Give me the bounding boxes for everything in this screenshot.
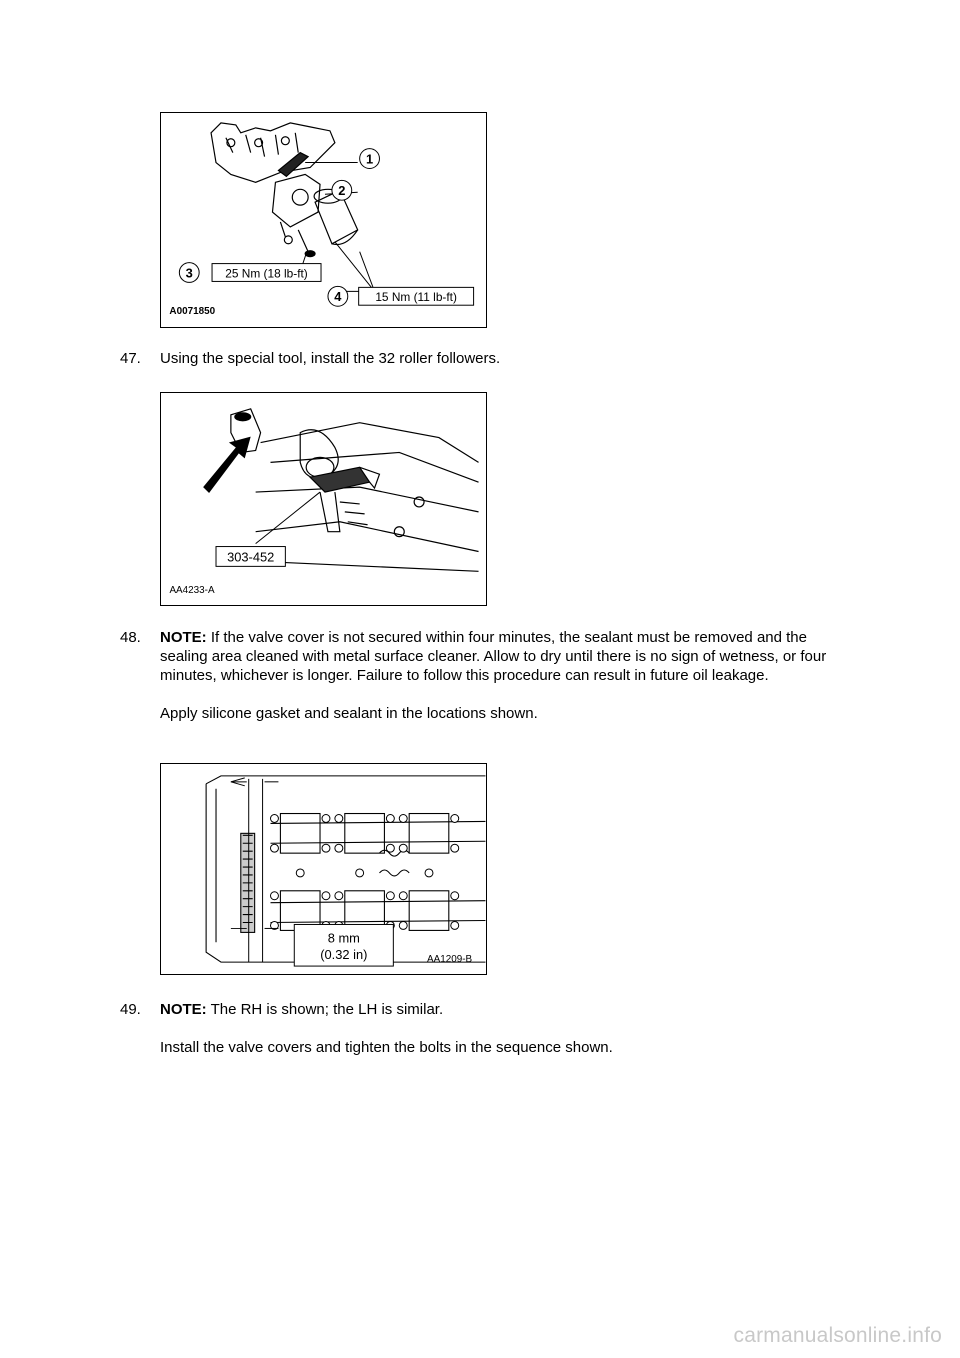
svg-text:15 Nm (11 lb-ft): 15 Nm (11 lb-ft) (375, 290, 457, 305)
figure-sealant-locations (160, 763, 487, 975)
svg-text:(0.32 in): (0.32 in) (320, 947, 368, 963)
roller-follower-illustration (161, 393, 486, 605)
step-note (160, 628, 840, 685)
step-47 (120, 349, 840, 368)
svg-text:3: 3 (185, 265, 193, 281)
step-48 (120, 628, 840, 723)
step-note (160, 1000, 840, 1019)
figure-id: AA4233-A (169, 585, 215, 597)
step-49 (120, 1000, 840, 1057)
note-label: NOTE: (160, 629, 207, 646)
callout-1 (360, 149, 380, 169)
svg-text:1: 1 (365, 151, 374, 167)
callout-3 (179, 263, 199, 283)
step-number: 47. (120, 350, 141, 367)
step-number: 48. (120, 629, 141, 646)
note-text: The RH is shown; the LH is similar. (206, 1001, 444, 1018)
svg-text:2: 2 (338, 183, 346, 199)
torque-label-3 (212, 264, 321, 282)
direction-arrow (203, 437, 251, 493)
sealant-locations-illustration (161, 764, 486, 974)
dimension-label (294, 924, 393, 966)
svg-text:303-452: 303-452 (227, 549, 275, 565)
figure-roller-follower-tool (160, 392, 487, 606)
step-number: 49. (120, 1001, 141, 1018)
figure-oil-filter-adapter (160, 112, 487, 328)
torque-label-4 (359, 287, 474, 305)
svg-text:8 mm: 8 mm (327, 930, 360, 946)
figure-id: AA1209-B (427, 954, 473, 966)
oil-filter-adapter-illustration (161, 113, 486, 327)
step-instruction: Using the special tool, install the 32 roller followers. (160, 350, 501, 367)
figure-id: A0071850 (169, 306, 216, 318)
step-instruction: Apply silicone gasket and sealant in the locations shown. (160, 705, 538, 722)
note-text: If the valve cover is not secured within four minutes, the sealant must be removed and the sealing area cleaned with metal surface cleaner. Allow to dry until there is no sign of wetness, or four minutes, whichever is longer. Failure to follow this procedure can result in future oil leakage. (160, 629, 827, 684)
step-instruction: Install the valve covers and tighten the bolts in the sequence shown. (160, 1039, 613, 1056)
callout-2 (332, 180, 352, 200)
watermark: carmanualsonline.info (733, 1324, 942, 1347)
callout-4 (328, 286, 348, 306)
note-label: NOTE: (160, 1001, 207, 1018)
svg-text:25 Nm (18 lb-ft): 25 Nm (18 lb-ft) (225, 266, 308, 281)
tool-number-label (216, 547, 285, 567)
svg-text:4: 4 (334, 289, 342, 305)
